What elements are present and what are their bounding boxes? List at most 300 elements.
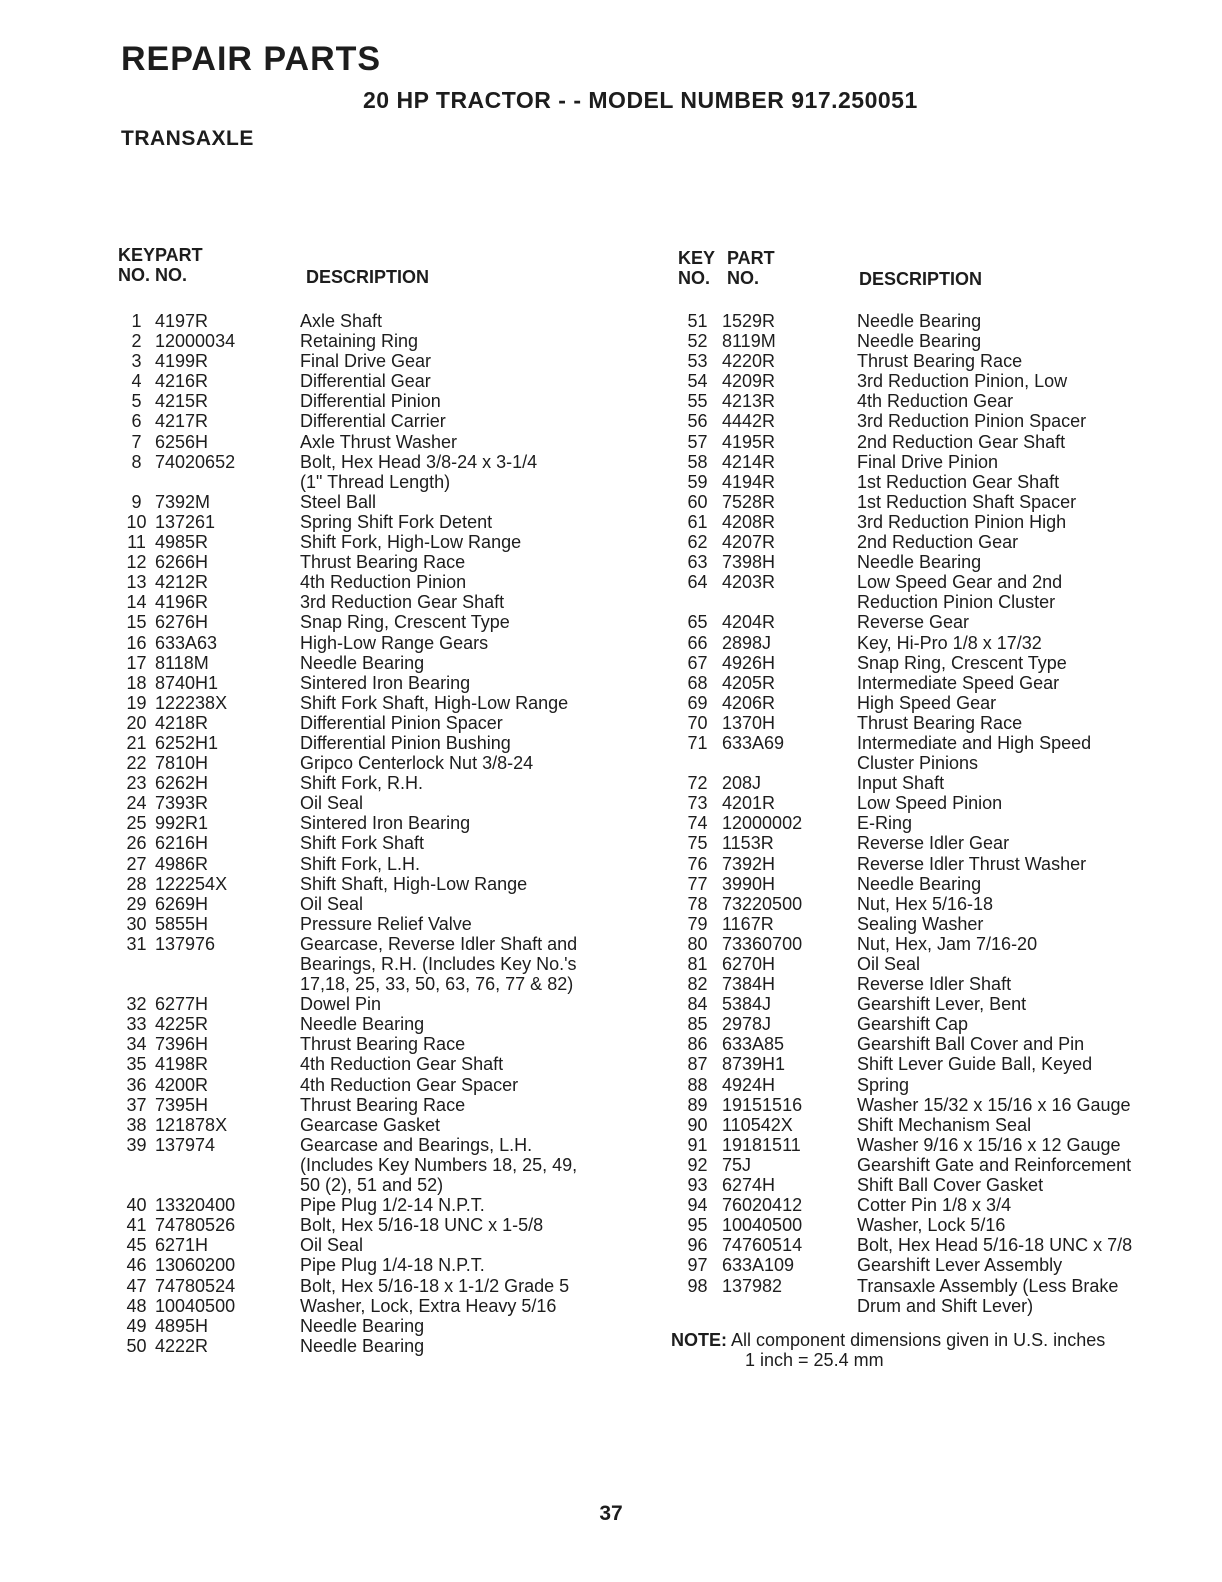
- part-number: 4199R: [155, 351, 209, 372]
- part-description: Thrust Bearing Race: [300, 1034, 466, 1055]
- part-number: 633A63: [155, 632, 218, 653]
- parts-row: [673, 914, 1218, 934]
- part-description: 50 (2), 51 and 52): [300, 1175, 444, 1196]
- part-description: Cluster Pinions: [857, 753, 979, 774]
- parts-row: [118, 532, 663, 552]
- key-number: 33: [126, 1014, 147, 1035]
- key-number: 78: [687, 893, 708, 914]
- key-number: 60: [687, 491, 708, 512]
- part-number: 4198R: [155, 1054, 209, 1075]
- key-number: [673, 753, 722, 773]
- part-number: 4204R: [722, 612, 776, 633]
- key-number: 82: [687, 974, 708, 995]
- note-label: NOTE:: [671, 1330, 727, 1350]
- part-number: [722, 1296, 857, 1316]
- part-number: 4213R: [722, 391, 776, 412]
- note-line-1: All component dimensions given in U.S. inches: [731, 1330, 1106, 1350]
- part-description: Intermediate Speed Gear: [857, 672, 1060, 693]
- part-number: 13060200: [155, 1255, 236, 1276]
- part-description: (Includes Key Numbers 18, 25, 49,: [300, 1154, 578, 1175]
- part-number: 74780524: [155, 1275, 236, 1296]
- parts-row: [118, 1014, 663, 1034]
- key-number: 31: [126, 933, 147, 954]
- parts-row: [673, 472, 1218, 492]
- parts-row: [673, 793, 1218, 813]
- parts-row: [673, 1215, 1218, 1235]
- key-header-top: KEY: [678, 248, 716, 268]
- part-description: Shift Lever Guide Ball, Keyed: [857, 1054, 1093, 1075]
- key-number: 80: [687, 933, 708, 954]
- parts-row: [673, 1195, 1218, 1215]
- parts-row: [673, 1095, 1218, 1115]
- part-description: Final Drive Pinion: [857, 451, 999, 472]
- parts-list-left: [118, 245, 663, 1356]
- parts-row: [118, 1155, 663, 1175]
- part-number: 208J: [722, 773, 762, 794]
- page-number: 37: [599, 1502, 623, 1525]
- part-header-top: PART: [727, 248, 775, 268]
- part-description: 1st Reduction Shaft Spacer: [857, 491, 1077, 512]
- parts-rows-left: [118, 311, 663, 1356]
- part-description: Needle Bearing: [300, 1315, 425, 1336]
- part-number: 4197R: [155, 311, 209, 331]
- parts-row: [118, 934, 663, 954]
- part-number: 7810H: [155, 753, 209, 774]
- part-header-top: PART: [155, 245, 203, 265]
- parts-row: [118, 1255, 663, 1275]
- key-number: 15: [126, 612, 147, 633]
- parts-row: [118, 612, 663, 632]
- parts-row: [673, 452, 1218, 472]
- key-number: 36: [126, 1074, 147, 1095]
- column-headers: [673, 245, 1218, 311]
- part-description: Gearshift Cap: [857, 1014, 969, 1035]
- part-description: E-Ring: [857, 813, 913, 834]
- part-number: 7392H: [722, 853, 776, 874]
- part-number: 7384H: [722, 974, 776, 995]
- part-description: 4th Reduction Gear: [857, 391, 1014, 412]
- part-number: 137261: [155, 511, 216, 532]
- parts-row: [118, 693, 663, 713]
- key-number: 18: [126, 672, 147, 693]
- part-number: 4196R: [155, 592, 209, 613]
- part-number: 1153R: [722, 833, 774, 854]
- parts-row: [673, 1135, 1218, 1155]
- part-header-bottom: NO.: [155, 265, 188, 285]
- key-number: 76: [687, 853, 708, 874]
- key-number: 12: [126, 552, 147, 573]
- note-line-2: 1 inch = 25.4 mm: [745, 1350, 884, 1370]
- parts-row: [673, 411, 1218, 431]
- part-number: 73360700: [722, 933, 803, 954]
- part-number: 4442R: [722, 411, 776, 432]
- parts-row: [118, 552, 663, 572]
- key-number: 29: [126, 893, 147, 914]
- key-number: 93: [687, 1175, 708, 1196]
- parts-row: [118, 1175, 663, 1195]
- part-number: 122238X: [155, 692, 228, 713]
- key-number: 95: [687, 1215, 708, 1236]
- part-number: 4203R: [722, 572, 776, 593]
- key-number: 22: [126, 753, 147, 774]
- part-description: Snap Ring, Crescent Type: [857, 652, 1067, 673]
- parts-row: [673, 432, 1218, 452]
- parts-row: [118, 673, 663, 693]
- part-description: Nut, Hex 5/16-18: [857, 893, 994, 914]
- part-description: Axle Shaft: [300, 311, 383, 331]
- key-number: 46: [126, 1255, 147, 1276]
- part-description: (1" Thread Length): [300, 471, 451, 492]
- part-description: Dowel Pin: [300, 994, 382, 1015]
- part-number: 4195R: [722, 431, 776, 452]
- key-number: 26: [126, 833, 147, 854]
- parts-row: [118, 633, 663, 653]
- parts-row: [118, 773, 663, 793]
- key-header-bottom: NO.: [678, 268, 711, 288]
- part-number: 1529R: [722, 311, 776, 331]
- key-number: [118, 1155, 155, 1175]
- part-number: 8739H1: [722, 1054, 786, 1075]
- key-number: 50: [126, 1335, 147, 1356]
- key-number: 91: [687, 1134, 708, 1155]
- key-number: 85: [687, 1014, 708, 1035]
- key-number: 2: [131, 331, 142, 352]
- parts-row: [118, 1034, 663, 1054]
- part-number: 10040500: [722, 1215, 803, 1236]
- part-number: 4215R: [155, 391, 209, 412]
- part-number: 74020652: [155, 451, 236, 472]
- key-number: 69: [687, 692, 708, 713]
- part-description: Reverse Gear: [857, 612, 970, 633]
- key-number: [673, 592, 722, 612]
- parts-row: [673, 733, 1218, 753]
- key-number: 68: [687, 672, 708, 693]
- key-number: 6: [131, 411, 142, 432]
- part-description: Sintered Iron Bearing: [300, 813, 471, 834]
- part-description: Differential Pinion Spacer: [300, 712, 503, 733]
- parts-row: [673, 612, 1218, 632]
- key-number: 59: [687, 471, 708, 492]
- parts-row: [118, 733, 663, 753]
- part-description: Reduction Pinion Cluster: [857, 592, 1056, 613]
- key-number: 38: [126, 1114, 147, 1135]
- key-number: 92: [687, 1154, 708, 1175]
- parts-row: [673, 833, 1218, 853]
- parts-row: [118, 954, 663, 974]
- dimensions-note: [671, 1330, 1105, 1370]
- part-number: 4216R: [155, 371, 209, 392]
- part-number: 4217R: [155, 411, 209, 432]
- part-description: 3rd Reduction Gear Shaft: [300, 592, 505, 613]
- parts-row: [673, 532, 1218, 552]
- part-description: 2nd Reduction Gear Shaft: [857, 431, 1066, 452]
- key-number: 55: [687, 391, 708, 412]
- key-number: 52: [687, 331, 708, 352]
- part-number: 4218R: [155, 712, 209, 733]
- key-number: 57: [687, 431, 708, 452]
- key-number: 75: [687, 833, 708, 854]
- key-number: 7: [131, 431, 142, 452]
- key-number: 47: [126, 1275, 147, 1296]
- part-number: 4200R: [155, 1074, 209, 1095]
- part-number: 75J: [722, 1154, 752, 1175]
- part-description: Steel Ball: [300, 491, 377, 512]
- key-number: 24: [126, 793, 147, 814]
- parts-row: [673, 1235, 1218, 1255]
- key-number: 20: [126, 712, 147, 733]
- key-number: 10: [126, 511, 147, 532]
- key-number: 45: [126, 1235, 147, 1256]
- parts-row: [118, 713, 663, 733]
- part-description: Bolt, Hex Head 3/8-24 x 3-1/4: [300, 451, 538, 472]
- part-description: 4th Reduction Gear Spacer: [300, 1074, 519, 1095]
- part-number: 633A69: [722, 732, 785, 753]
- parts-row: [118, 1215, 663, 1235]
- key-number: [673, 1296, 722, 1316]
- part-number: 7395H: [155, 1094, 209, 1115]
- key-number: 51: [687, 311, 708, 331]
- parts-row: [673, 713, 1218, 733]
- part-description: Transaxle Assembly (Less Brake: [857, 1275, 1119, 1296]
- part-number: [155, 1175, 300, 1195]
- key-number: 90: [687, 1114, 708, 1135]
- part-number: 13320400: [155, 1195, 236, 1216]
- key-number: 41: [126, 1215, 147, 1236]
- part-description: Washer 15/32 x 15/16 x 16 Gauge: [857, 1094, 1131, 1115]
- part-description: 2nd Reduction Gear: [857, 532, 1019, 553]
- part-description: Needle Bearing: [300, 1335, 425, 1356]
- part-description: 4th Reduction Gear Shaft: [300, 1054, 504, 1075]
- part-description: 17,18, 25, 33, 50, 63, 76, 77 & 82): [300, 974, 574, 995]
- part-description: Shift Fork, High-Low Range: [300, 532, 522, 553]
- part-description: Low Speed Pinion: [857, 793, 1003, 814]
- parts-row: [673, 653, 1218, 673]
- part-description: Sealing Washer: [857, 913, 984, 934]
- part-description: Oil Seal: [300, 1235, 364, 1256]
- parts-row: [673, 1276, 1218, 1296]
- part-number: 4895H: [155, 1315, 209, 1336]
- part-description: Pipe Plug 1/2-14 N.P.T.: [300, 1195, 485, 1216]
- part-description: Thrust Bearing Race: [300, 1094, 466, 1115]
- part-description: Pressure Relief Valve: [300, 913, 472, 934]
- description-header: DESCRIPTION: [306, 267, 430, 287]
- key-number: 1: [131, 311, 142, 331]
- parts-row: [118, 391, 663, 411]
- parts-row: [118, 1135, 663, 1155]
- key-number: 96: [687, 1235, 708, 1256]
- key-number: 72: [687, 773, 708, 794]
- part-description: Differential Gear: [300, 371, 431, 392]
- key-number: 54: [687, 371, 708, 392]
- part-number: 8119M: [722, 331, 776, 352]
- key-number: [118, 954, 155, 974]
- part-number: [155, 1155, 300, 1175]
- part-number: 5384J: [722, 994, 772, 1015]
- parts-row: [673, 954, 1218, 974]
- part-description: Sintered Iron Bearing: [300, 672, 471, 693]
- key-number: 13: [126, 572, 147, 593]
- part-description: Oil Seal: [300, 793, 364, 814]
- part-number: 7392M: [155, 491, 211, 512]
- part-number: 4212R: [155, 572, 209, 593]
- part-number: 74760514: [722, 1235, 803, 1256]
- parts-row: [673, 633, 1218, 653]
- parts-row: [118, 813, 663, 833]
- part-description: Washer, Lock 5/16: [857, 1215, 1006, 1236]
- parts-row: [673, 331, 1218, 351]
- parts-row: [673, 773, 1218, 793]
- part-description: Needle Bearing: [857, 873, 982, 894]
- part-description: Low Speed Gear and 2nd: [857, 572, 1063, 593]
- key-number: [118, 472, 155, 492]
- part-number: 4214R: [722, 451, 776, 472]
- parts-row: [118, 1276, 663, 1296]
- part-number: [155, 472, 300, 492]
- part-description: Gearshift Lever, Bent: [857, 994, 1027, 1015]
- parts-row: [673, 311, 1218, 331]
- part-description: 4th Reduction Pinion: [300, 572, 467, 593]
- part-description: Key, Hi-Pro 1/8 x 17/32: [857, 632, 1042, 653]
- part-description: Reverse Idler Gear: [857, 833, 1010, 854]
- key-number: 87: [687, 1054, 708, 1075]
- part-description: Gearshift Gate and Reinforcement: [857, 1154, 1132, 1175]
- part-description: Shift Mechanism Seal: [857, 1114, 1032, 1135]
- key-number: 39: [126, 1134, 147, 1155]
- key-number: 77: [687, 873, 708, 894]
- key-number: 49: [126, 1315, 147, 1336]
- part-number: 19181511: [722, 1134, 801, 1155]
- parts-row: [118, 592, 663, 612]
- key-number: 66: [687, 632, 708, 653]
- parts-row: [673, 813, 1218, 833]
- part-number: 3990H: [722, 873, 776, 894]
- parts-row: [673, 894, 1218, 914]
- key-number: 34: [126, 1034, 147, 1055]
- key-number: 97: [687, 1255, 708, 1276]
- parts-row: [118, 1336, 663, 1356]
- part-number: 7398H: [722, 552, 776, 573]
- parts-row: [118, 432, 663, 452]
- part-number: 137976: [155, 933, 216, 954]
- parts-row: [118, 1195, 663, 1215]
- section-heading: TRANSAXLE: [121, 127, 254, 150]
- key-number: 84: [687, 994, 708, 1015]
- key-number: 11: [127, 532, 146, 553]
- part-number: 6271H: [155, 1235, 209, 1256]
- part-number: 122254X: [155, 873, 228, 894]
- key-number: 21: [126, 732, 147, 753]
- part-number: 4924H: [722, 1074, 776, 1095]
- part-description: Nut, Hex, Jam 7/16-20: [857, 933, 1038, 954]
- part-number: 1370H: [722, 712, 776, 733]
- part-number: 4209R: [722, 371, 776, 392]
- parts-row: [673, 552, 1218, 572]
- parts-row: [118, 1316, 663, 1336]
- part-number: 12000002: [722, 813, 803, 834]
- parts-row: [118, 793, 663, 813]
- parts-row: [673, 1175, 1218, 1195]
- parts-row: [118, 1054, 663, 1074]
- parts-row: [673, 753, 1218, 773]
- part-description: Needle Bearing: [300, 652, 425, 673]
- part-description: Cotter Pin 1/8 x 3/4: [857, 1195, 1012, 1216]
- key-number: 27: [126, 853, 147, 874]
- parts-row: [118, 1296, 663, 1316]
- parts-row: [118, 351, 663, 371]
- part-number: 76020412: [722, 1195, 803, 1216]
- key-number: 73: [687, 793, 708, 814]
- parts-row: [118, 572, 663, 592]
- part-description: Shift Shaft, High-Low Range: [300, 873, 528, 894]
- key-number: 62: [687, 532, 708, 553]
- parts-row: [118, 1095, 663, 1115]
- part-number: 6274H: [722, 1175, 776, 1196]
- description-header: DESCRIPTION: [859, 269, 983, 289]
- parts-row: [118, 411, 663, 431]
- part-description: 1st Reduction Gear Shaft: [857, 471, 1060, 492]
- key-header-bottom: NO.: [118, 265, 151, 285]
- part-number: 6266H: [155, 552, 209, 573]
- part-number: 10040500: [155, 1295, 236, 1316]
- parts-row: [118, 854, 663, 874]
- parts-row: [673, 572, 1218, 592]
- part-number: 4206R: [722, 692, 776, 713]
- parts-row: [673, 1014, 1218, 1034]
- part-number: 1167R: [722, 913, 774, 934]
- part-description: Final Drive Gear: [300, 351, 432, 372]
- parts-row: [118, 914, 663, 934]
- key-number: 37: [126, 1094, 147, 1115]
- key-number: 53: [687, 351, 708, 372]
- model-subtitle: 20 HP TRACTOR - - MODEL NUMBER 917.250051: [363, 87, 918, 113]
- part-number: 7396H: [155, 1034, 209, 1055]
- part-number: 4205R: [722, 672, 776, 693]
- part-number: 73220500: [722, 893, 803, 914]
- key-number: 63: [687, 552, 708, 573]
- parts-row: [118, 974, 663, 994]
- part-description: Shift Fork, L.H.: [300, 853, 421, 874]
- part-description: Intermediate and High Speed: [857, 732, 1092, 753]
- part-description: Gearshift Lever Assembly: [857, 1255, 1063, 1276]
- part-number: [155, 974, 300, 994]
- parts-row: [118, 512, 663, 532]
- key-number: 71: [687, 732, 708, 753]
- part-description: Spring Shift Fork Detent: [300, 511, 493, 532]
- part-description: Differential Pinion Bushing: [300, 732, 511, 753]
- part-description: Washer 9/16 x 15/16 x 12 Gauge: [857, 1134, 1121, 1155]
- part-description: Retaining Ring: [300, 331, 419, 352]
- part-number: 2978J: [722, 1014, 772, 1035]
- parts-row: [673, 1296, 1218, 1316]
- part-description: Spring: [857, 1074, 910, 1095]
- part-description: Thrust Bearing Race: [857, 712, 1023, 733]
- key-number: 81: [687, 954, 708, 974]
- parts-row: [118, 1235, 663, 1255]
- part-number: 4201R: [722, 793, 776, 814]
- parts-row: [118, 1075, 663, 1095]
- part-number: 4208R: [722, 511, 776, 532]
- column-headers: [118, 245, 663, 311]
- part-number: 19151516: [722, 1094, 803, 1115]
- part-description: Shift Ball Cover Gasket: [857, 1175, 1044, 1196]
- parts-row: [673, 934, 1218, 954]
- key-number: 35: [126, 1054, 147, 1075]
- part-description: Thrust Bearing Race: [300, 552, 466, 573]
- parts-row: [118, 833, 663, 853]
- part-description: Drum and Shift Lever): [857, 1295, 1034, 1316]
- part-description: Axle Thrust Washer: [300, 431, 458, 452]
- part-description: Shift Fork Shaft: [300, 833, 425, 854]
